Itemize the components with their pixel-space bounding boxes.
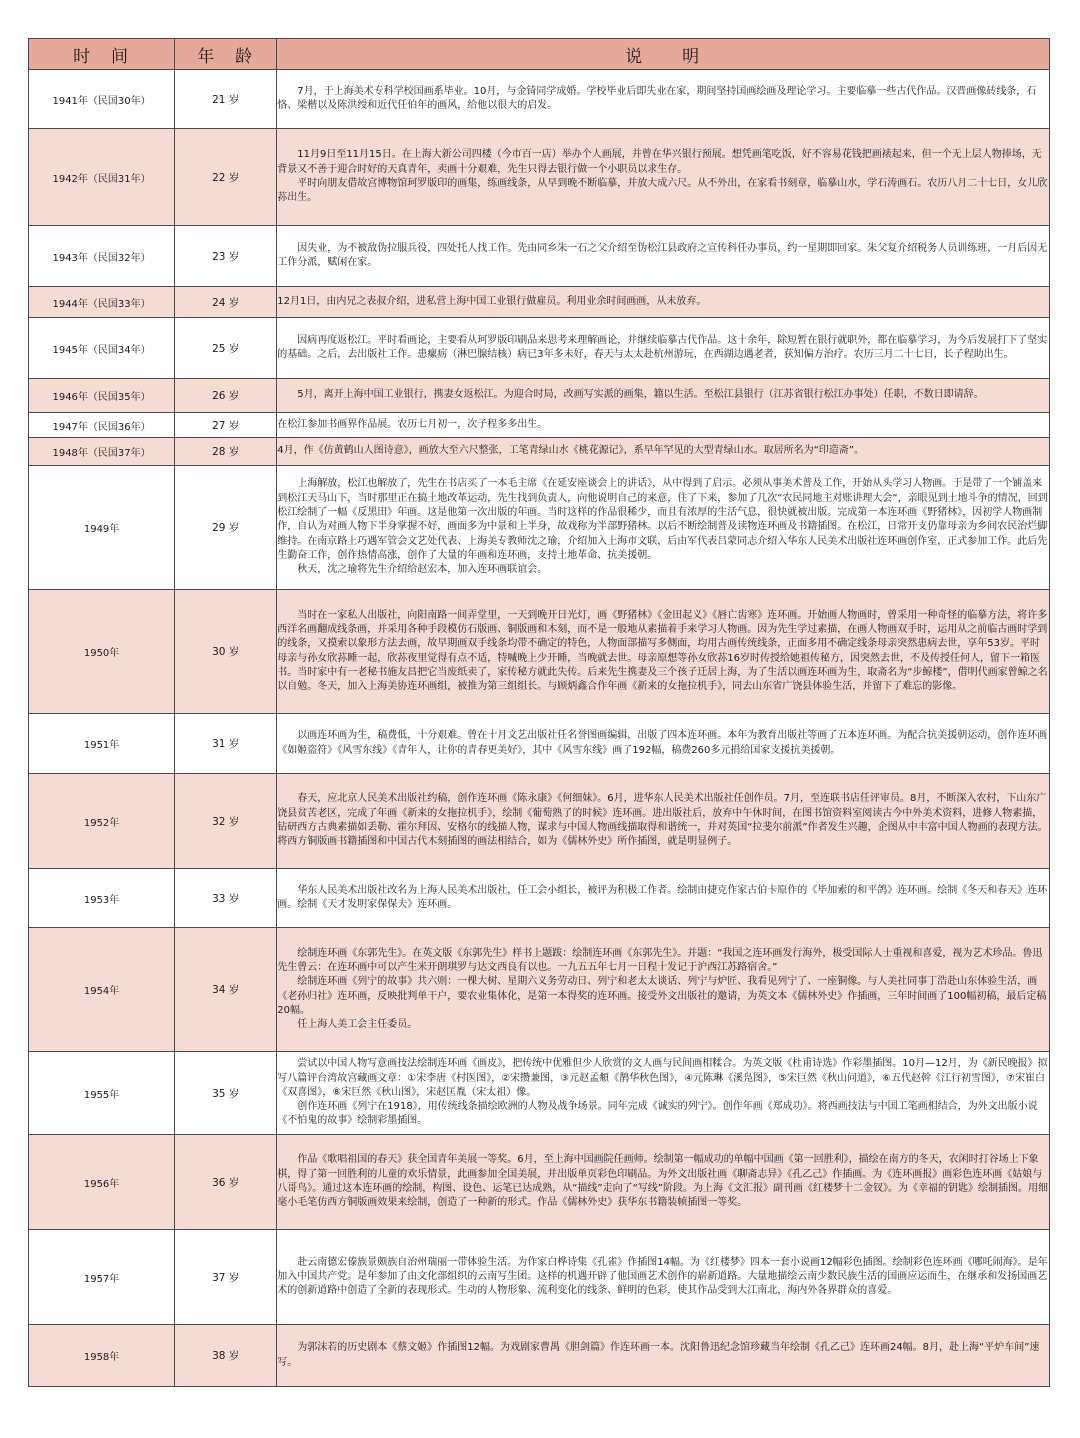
description-paragraph: 因病再度返松江。平时看画论，主要看从珂罗版印刷品来思考来理解画论，并继续临摹古代作品。这十余年，除短暂在银行就职外，都在临摹学习，为今后发展打下了坚实的基础。之后，去出版社工作。患瘰疬（淋巴腺结核）病已3年多未好，春天与太太赴杭州游玩，在西湖边遇老者，获知偏方治疗。农历三月二十七日，长子程助出生。 [277, 334, 1048, 360]
description-paragraph: 绘制连环画《东郭先生》。在英文版《东郭先生》样书上题跋：绘制连环画《东郭先生》。并题：“我国之连环画发行海外，极受国际人士重视和喜爱，视为艺术珍品。鲁迅先生曾云：在连环画中可以产生米开朗琪罗与达文西良有以也。一九五五年七月一日程十发记于沪西江苏路宿舍。” [277, 947, 1043, 973]
table-row [29, 1325, 1050, 1387]
description-paragraph: 春天，应北京人民美术出版社约稿，创作连环画《陈永康》《何细妹》。6月，进华东人民美术出版社任创作员。7月，至连联书店任评审员。8月，不断深入农村，下山东广饶县贫苦老区，完成了年画《新来的女拖拉机手》，绘制《葡萄熟了的时候》连环画。进出版社后，放弃中午休时间，在图书馆资料室阅读古今中外美术资料，进修人物素描，钻研西方古典素描如丢勒、霍尔拜因、安格尔的线描人物，谋求与中国人物画线描取得和谐统一，并对英国“拉斐尔前派”作者发生兴趣，企图从中丰富中国人物画的表现方法。将西方铜版画书籍插图和中国古代木刻插图的画法相结合，如为《儒林外史》所作插图，就是明显例子。 [277, 793, 1048, 848]
row-description [277, 714, 1050, 774]
description-paragraph: 7月，于上海美术专科学校国画系毕业。10月，与金锜同学成婚。学校毕业后即失业在家，期间坚持国画绘画及理论学习。主要临摹一些古代作品。汉晋画像砖线条，石恪、梁楷以及陈洪绶和近代任伯年的画风，给他以很大的启发。 [277, 85, 1037, 111]
description-paragraph: 尝试以中国人物写意画技法绘制连环画《画皮》，把传统中优雅但少人欣赏的文人画与民间画相糅合。为英文版《杜甫诗选》作彩墨插图。10月—12月，为《新民晚报》拟写八篇评台湾故宫藏画文章：①宋李唐《村医图》，②宋攒兼图，③元赵孟頫《鹊华秋色图》，④元陈琳《溪凫图》，⑤宋巨然《秋山问道》，⑥五代赵幹《江行初雪图》，⑦宋崔白《双喜图》，⑧宋巨然《秋山图》，宋赵匡胤（宋太祖）像。 [277, 1058, 1048, 1098]
row-time: 1953年 [29, 869, 175, 928]
header-row [29, 39, 1050, 70]
table-row [29, 379, 1050, 413]
row-time: 1955年 [29, 1052, 175, 1135]
table-row [29, 287, 1050, 318]
row-age: 33 岁 [175, 869, 277, 928]
row-description [277, 928, 1050, 1052]
row-time: 1950年 [29, 590, 175, 714]
header-description: 说 明 [277, 39, 1050, 70]
table-row [29, 590, 1050, 714]
description-paragraph: 作品《歌唱祖国的春天》获全国青年美展一等奖。6月，至上海中国画院任画师。绘制第一幅成功的单幅中国画《第一回胜利》，描绘在南方的冬天，农闲时打谷场上下象棋，得了第一回胜利的儿童的欢乐情景，此画参加全国美展，并出版单页彩色印刷品。为外文出版社画《聊斋志异》《孔乙己》作插画。为《连环画报》画彩色连环画《姑娘与八哥鸟》。通过这本连环画的绘制，构图、设色、运笔已达成熟，从“描线”走向了“写线”阶段。为上海《文汇报》副刊画《红楼梦十二金钗》。为《幸福的钥匙》绘制插图。用细毫小毛笔仿西方铜版画效果来绘制，创造了一种新的形式。作品《儒林外史》获华东书籍装帧插图一等奖。 [277, 1154, 1048, 1209]
table-row [29, 438, 1050, 466]
table-row [29, 869, 1050, 928]
description-paragraph: 在松江参加书画界作品展。农历七月初一，次子程多多出生。 [277, 418, 548, 430]
description-paragraph: 上海解放，松江也解放了，先生在书店买了一本毛主席《在延安座谈会上的讲话》，从中得到了启示。必须从事美术普及工作，开始从头学习人物画。于是带了一个铺盖来到松江天马山下，当时那里正在搞土地改革运动，先生找到负责人，向他说明自己的来意，住了下来，参加了几次“农民同地主对账讲理大会”，亲眼见到土地斗争的情况，回到松江绘制了一幅《反黑田》年画。这是他第一次出版的年画。当时这样的作品很稀少，而且有浓厚的生活气息，很快就被出版。完成第一本连环画《野猪林》，因初学人物画制作，自认为对画人物下半身掌握不好，画面多为中景和上半身，故戏称为半部野猪林。以后不断绘制普及读物连环画及书籍插图。在松江，日常开支仍靠母亲为乡间农民治烂脚维持。在南京路上巧遇军管会文艺处代表、上海美专教师沈之瑜，介绍加入上海市文联，后由军代表吕蒙同志介绍入华东人民美术出版社连环画创作室，正式参加工作。此后先生勤奋工作，创作热情高涨，创作了大量的年画和连环画，支持土地革命、抗美援朝。 [277, 478, 1048, 561]
row-time: 1941年（民国30年） [29, 70, 175, 129]
table-row [29, 318, 1050, 379]
description-paragraph: 5月，离开上海中国工业银行，携妻女返松江。为迎合时局，改画写实派的画集，籍以生活。至松江县银行（江苏省银行松江办事处）任职，不数日即请辞。 [297, 389, 984, 401]
description-paragraph: 秋天，沈之瑜将先生介绍给赵宏本，加入连环画联谊会。 [297, 564, 548, 576]
row-description [277, 226, 1050, 287]
description-paragraph: 11月9日至11月15日。在上海大新公司四楼（今市百一店）举办个人画展，并曾在华兴银行预展。想凭画笔吃饭，好不容易花钱把画裱起来，但一个无上层人物捧场，无背景又不善于迎合时好的天真青年，卖画十分艰难，先生只得去银行做一个小职员以求生存。 [277, 149, 1042, 175]
row-description [277, 70, 1050, 129]
row-age: 24 岁 [175, 287, 277, 318]
table-row [29, 413, 1050, 438]
row-age: 27 岁 [175, 413, 277, 438]
row-description [277, 1052, 1050, 1135]
description-paragraph: 因失业，为不被敌伪拉服兵役，四处托人找工作。先由同乡朱一石之父介绍至伪松江县政府之宣传科任办事员，约一星期即回家。朱父复介绍税务人员训练班，一月后因无工作分派，赋闲在家。 [277, 242, 1048, 268]
row-age: 35 岁 [175, 1052, 277, 1135]
header-age: 年 龄 [175, 39, 277, 70]
row-description [277, 379, 1050, 413]
row-age: 32 岁 [175, 774, 277, 869]
table-row [29, 70, 1050, 129]
row-description [277, 869, 1050, 928]
chronology-table [28, 38, 1050, 1387]
row-description [277, 1325, 1050, 1387]
table-row [29, 774, 1050, 869]
row-description [277, 1135, 1050, 1230]
table-row [29, 1052, 1050, 1135]
description-paragraph: 以画连环画为生，稿费低，十分艰难。曾在十月文艺出版社任名誉图画编辑，出版了四本连环画。本年为教育出版社等画了五本连环画。为配合抗美援朝运动，创作连环画《如姬盗符》《风雪东线》《青年人，让你的青春更美好》，其中《风雪东线》画了192幅，稿费260多元捐给国家支援抗美援朝。 [277, 730, 1048, 756]
row-description [277, 438, 1050, 466]
row-age: 21 岁 [175, 70, 277, 129]
row-time: 1958年 [29, 1325, 175, 1387]
row-time: 1954年 [29, 928, 175, 1052]
description-paragraph: 华东人民美术出版社改名为上海人民美术出版社，任工会小组长，被评为积极工作者。绘制由捷克作家古伯卡原作的《毕加索的和平鸽》连环画。绘制《冬天和春天》连环画。绘制《天才发明家保保夫》连环画。 [277, 884, 1048, 910]
row-age: 28 岁 [175, 438, 277, 466]
description-paragraph: 绘制连环画《列宁的故事》共六则：一棵大树、星期六义务劳动日、列宁和老太太谈话、列宁与炉匠、我看见列宁了、一座铜像。与人美社同事丁浩赴山东体验生活，画《老孙归社》连环画，反映批判单干户，要农业集体化，是第一本得奖的连环画。接受外文出版社的邀请，为英文本《儒林外史》作插画，三年时间画了100幅初稿，最后定稿20幅。 [277, 976, 1047, 1016]
row-age: 29 岁 [175, 466, 277, 590]
row-description [277, 287, 1050, 318]
row-description [277, 590, 1050, 714]
row-time: 1947年（民国36年） [29, 413, 175, 438]
row-description [277, 413, 1050, 438]
row-description [277, 1230, 1050, 1325]
row-time: 1956年 [29, 1135, 175, 1230]
description-paragraph: 当时在一家私人出版社，向阳南路一间弄堂里，一天到晚开日光灯，画《野猪林》《金田起义》《唇亡齿寒》连环画。开始画人物画时，曾采用一种奇怪的临摹方法，将许多西洋名画翻成线条画，并采用各种手段模仿石版画、铜版画和木刻，而不是一般地从素描着手来学习人物画。因为先生学过素描，在画人物画双手时，运用从之前临古画时学到的线条，又摸索以象形方法去画，故早期画双手线条均带不确定的特色，人物面部描写多侧面，均用古画传统线条，正面多用不确定线条母亲突然患病去世，享年53岁。平时母亲与孙女欣荪睡一起，欣荪夜里觉得有点不适，特喊晚上少开睡，当晚就去世。母亲原想等孙女欣荪16岁时传授给她祖传秘方，因突然去世，不及传授任何人，留下一箱医书。当时家中有一老秘书施友昌把它当废纸卖了，家传秘方就此失传。后来先生携妻及三个孩子迁居上海，为了生活以画连环画为生，取斋名为“步鲸楼”，借明代画家曾鲸之名以自勉。冬天，加入上海美协连环画组，被推为第三组组长。与顾炳鑫合作年画《新来的女拖拉机手》，同去山东省广饶县体验生活，并留下了难忘的影像。 [277, 609, 1048, 693]
description-paragraph: 赴云南德宏傣族景颇族自治州瑞丽一带体验生活。为作家白桦诗集《孔雀》作插图14幅。为《红楼梦》四本一套小说画12幅彩色插图。绘制彩色连环画《哪吒闹海》。是年加入中国共产党。是年参加了由文化部组织的云南写生团。这样的机遇开辟了他国画艺术创作的崭新道路。大量地描绘云南少数民族生活的国画应运而生，在继承和发扬国画艺术的创新道路中创造了全新的表现形式。生动的人物形象、流利变化的线条、鲜明的色彩，使其作品受到大江南北，海内外各界群众的喜爱。 [277, 1256, 1048, 1297]
row-time: 1946年（民国35年） [29, 379, 175, 413]
row-time: 1943年（民国32年） [29, 226, 175, 287]
table-row [29, 714, 1050, 774]
table-row [29, 1230, 1050, 1325]
row-time: 1942年（民国31年） [29, 129, 175, 226]
description-paragraph: 12月1日，由内兄之表叔介绍，进私营上海中国工业银行做雇员。利用业余时间画画，从未放弃。 [277, 295, 707, 307]
row-age: 30 岁 [175, 590, 277, 714]
row-time: 1945年（民国34年） [29, 318, 175, 379]
description-paragraph: 平时向朋友借故宫博物馆珂罗版印的画集，练画线条，从早到晚不断临摹，并放大成六尺。从不外出，在家看书刻章，临摹山水，学石涛画石。农历八月二十七日，女儿欣荪出生。 [277, 178, 1048, 204]
row-description [277, 129, 1050, 226]
row-age: 23 岁 [175, 226, 277, 287]
row-time: 1952年 [29, 774, 175, 869]
row-description [277, 466, 1050, 590]
row-age: 38 岁 [175, 1325, 277, 1387]
description-paragraph: 创作连环画《列宁在1918》，用传统线条描绘欧洲的人物及战争场景。同年完成《诚实的列宁》。创作年画《郑成功》。将西画技法与中国工笔画相结合，为外文出版小说《不怕鬼的故事》绘制彩墨插图。 [277, 1101, 1038, 1127]
row-time: 1948年（民国37年） [29, 438, 175, 466]
table-row [29, 466, 1050, 590]
description-paragraph: 4月，作《仿黄鹤山人图诗意》，画放大至六尺整张，工笔青绿山水《桃花源记》，系早年罕见的大型青绿山水。取居所名为“印造斋”。 [277, 445, 864, 457]
row-age: 31 岁 [175, 714, 277, 774]
description-paragraph: 为郭沫若的历史剧本《蔡文姬》作插图12幅。为戏剧家曹禺《胆剑篇》作连环画一本。沈阳鲁迅纪念馆珍藏当年绘制《孔乙己》连环画24幅。8月，赴上海“平炉车间”速写。 [277, 1342, 1040, 1368]
row-time: 1949年 [29, 466, 175, 590]
row-age: 34 岁 [175, 928, 277, 1052]
table-row [29, 1135, 1050, 1230]
description-paragraph: 任上海人美工会主任委员。 [297, 1019, 418, 1031]
row-time: 1957年 [29, 1230, 175, 1325]
row-time: 1944年（民国33年） [29, 287, 175, 318]
row-age: 37 岁 [175, 1230, 277, 1325]
row-description [277, 774, 1050, 869]
table-header [29, 39, 1050, 70]
table-row [29, 226, 1050, 287]
table-body [29, 70, 1050, 1387]
table-row [29, 129, 1050, 226]
row-age: 26 岁 [175, 379, 277, 413]
row-age: 22 岁 [175, 129, 277, 226]
row-time: 1951年 [29, 714, 175, 774]
header-time: 时 间 [29, 39, 175, 70]
table-row [29, 928, 1050, 1052]
row-description [277, 318, 1050, 379]
row-age: 36 岁 [175, 1135, 277, 1230]
row-age: 25 岁 [175, 318, 277, 379]
